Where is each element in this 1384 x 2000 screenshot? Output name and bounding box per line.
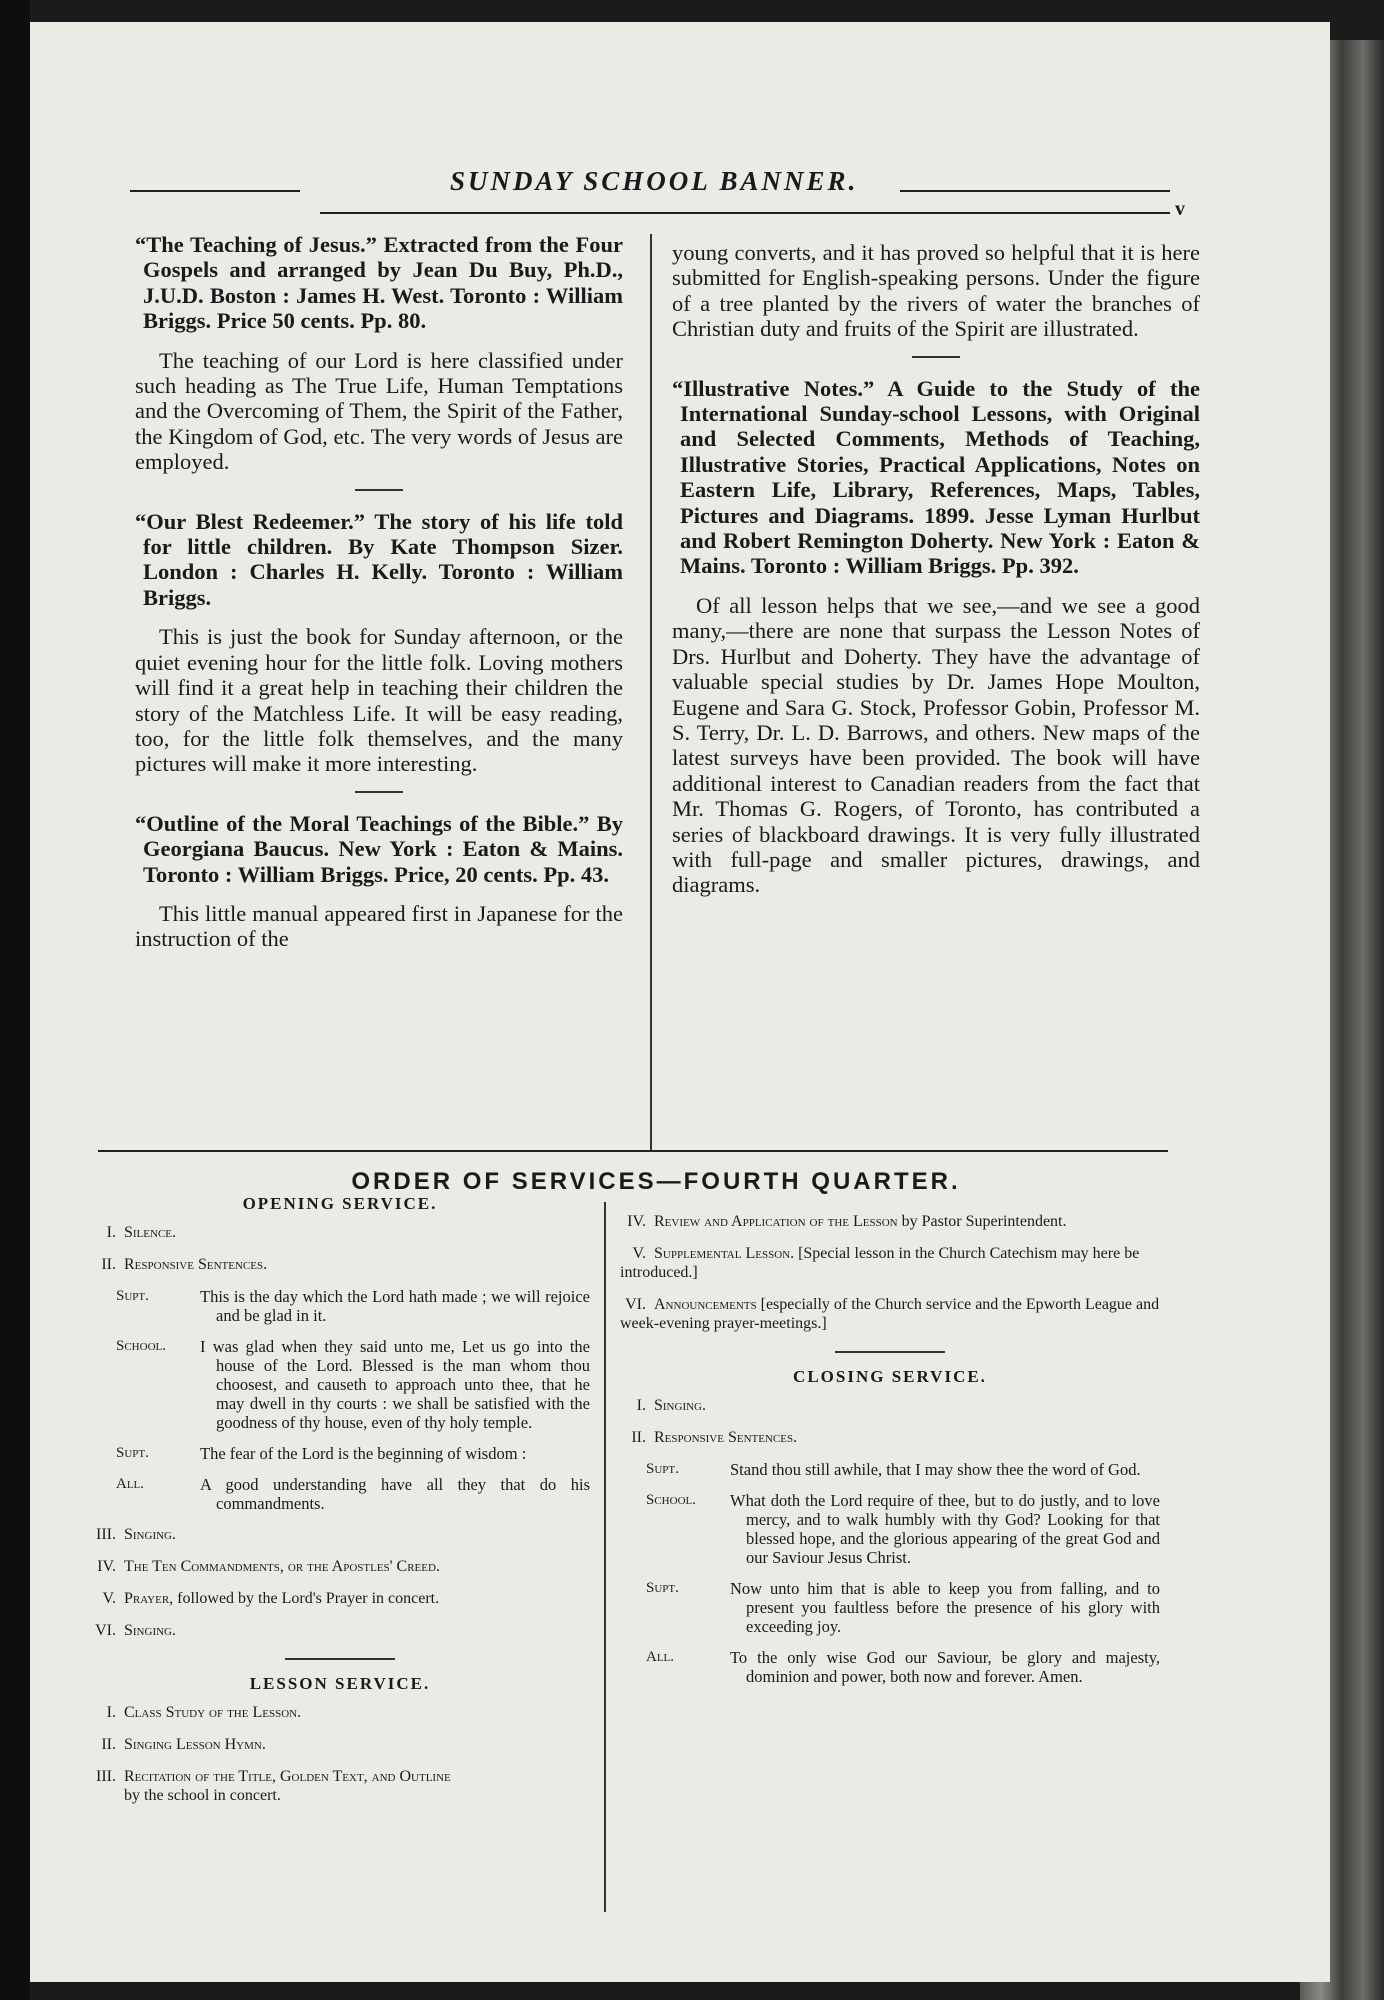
service-item: II. Singing Lesson Hymn.: [101, 1736, 266, 1753]
running-header: [410, 162, 950, 202]
order-top-rule: [98, 1150, 1168, 1152]
service-item: I. Class Study of the Lesson.: [106, 1704, 302, 1721]
review-entry-body: This little manual appeared first in Japanese for the instruction of the: [135, 900, 623, 952]
scan-left-edge: [0, 0, 30, 2000]
service-item: VI. Announcements [especially of the Church service and the Epworth League and week-evening prayer-meetings.]: [620, 1296, 1160, 1332]
services-right-column: [620, 1212, 1160, 1698]
header-rule-under: [320, 212, 1170, 214]
service-item: VI. Singing.: [95, 1622, 176, 1639]
service-item: II. Responsive Sentences.: [101, 1256, 268, 1273]
responsive-sentence: School. I was glad when they said unto me, Let us go into the house of the Lord. Blessed is the man whom thou choosest, and causeth to approach unto thee, that he may dwell in thy courts : we shall be satisfied with the goodness of thy house, even of thy holy temple.: [116, 1337, 590, 1432]
service-item: IV. The Ten Commandments, or the Apostles' Creed.: [97, 1558, 440, 1575]
header-rule-right: [900, 190, 1170, 192]
review-entry-title: “Our Blest Redeemer.” The story of his life told for little children. By Kate Thompson Sizer. London : Charles H. Kelly. Toronto : William Briggs.: [135, 508, 623, 610]
header-rule-left: [130, 190, 300, 192]
service-item: V. Supplemental Lesson. [Special lesson in the Church Catechism may here be introduced.]: [620, 1245, 1140, 1281]
service-item: III. Recitation of the Title, Golden Text, and Outline by the school in concert.: [96, 1768, 451, 1804]
responsive-sentence: School. What doth the Lord require of thee, but to do justly, and to love mercy, and to walk humbly with thy God? Looking for that blessed hope, and the glorious appearing of the great God and our Saviour Jesus Christ.: [646, 1491, 1160, 1567]
closing-service-heading: CLOSING SERVICE.: [793, 1367, 987, 1386]
services-left-column: [90, 1190, 590, 1818]
section-divider: [835, 1351, 945, 1353]
review-entry-body: This is just the book for Sunday afternoon, or the quiet evening hour for the little folk. Loving mothers will find it a great help in teaching their children the story of the Matchless Life. It will be easy reading, too, for the little folk themselves, and the many pictures will make it more interesting.: [135, 624, 623, 777]
page-number: v: [1175, 198, 1185, 220]
review-entry-title: “Outline of the Moral Teachings of the Bible.” By Georgiana Baucus. New York : Eaton & Mains. Toronto : William Briggs. Price, 20 cents. Pp. 43.: [135, 810, 623, 887]
services-column-divider: [604, 1202, 606, 1912]
section-divider: [355, 489, 403, 491]
service-item: I. Silence.: [106, 1224, 176, 1241]
service-item: IV. Review and Application of the Lesson by Pastor Superintendent.: [627, 1213, 1067, 1230]
section-divider: [912, 356, 960, 358]
review-entry-body: The teaching of our Lord is here classified under such heading as The True Life, Human Temptations and the Overcoming of Them, the Spirit of the Father, the Kingdom of God, etc. The very words of Jesus are employed.: [135, 347, 623, 475]
responsive-sentence: Supt. The fear of the Lord is the beginning of wisdom :: [116, 1444, 527, 1463]
service-item: V. Prayer, followed by the Lord's Prayer in concert.: [102, 1590, 440, 1607]
responsive-sentence: Supt. This is the day which the Lord hath made ; we will rejoice and be glad in it.: [116, 1287, 590, 1325]
service-item: III. Singing.: [96, 1526, 176, 1543]
review-entry-continuation: young converts, and it has proved so helpful that it is here submitted for English-speaking persons. Under the figure of a tree planted by the rivers of water the branches of Christian duty and fruits of the Spirit are illustrated.: [672, 240, 1200, 342]
right-review-column: [672, 240, 1200, 910]
column-divider: [650, 234, 652, 1152]
magazine-page: [30, 22, 1330, 1982]
responsive-sentence: All. To the only wise God our Saviour, be glory and majesty, dominion and power, both now and forever. Amen.: [646, 1648, 1160, 1686]
service-item: I. Singing.: [636, 1397, 706, 1414]
opening-service-heading: OPENING SERVICE.: [242, 1194, 438, 1213]
review-entry-body: Of all lesson helps that we see,—and we see a good many,—there are none that surpass the Lesson Notes of Drs. Hurlbut and Doherty. They have the advantage of valuable special studies by Dr. James Hope Moulton, Eugene and Sara G. Stock, Professor Gobin, Professor M. S. Terry, Dr. L. D. Barrows, and others. New maps of the latest surveys have been provided. The book will have additional interest to Canadian readers from the fact that Mr. Thomas G. Rogers, of Toronto, has contributed a series of blackboard drawings. It is very fully illustrated with full-page and smaller pictures, drawings, and diagrams.: [672, 592, 1200, 898]
responsive-sentence: Supt. Stand thou still awhile, that I may show thee the word of God.: [646, 1460, 1141, 1479]
responsive-sentence: Supt. Now unto him that is able to keep you from falling, and to present you faultless before the presence of his glory with exceeding joy.: [646, 1579, 1160, 1636]
review-entry-title: “Illustrative Notes.” A Guide to the Study of the International Sunday-school Lessons, with Original and Selected Comments, Methods of Teaching, Illustrative Stories, Practical Applications, Notes on Eastern Life, Library, References, Maps, Tables, Pictures and Diagrams. 1899. Jesse Lyman Hurlbut and Robert Remington Doherty. New York : Eaton & Mains. Toronto : William Briggs. Pp. 392.: [672, 375, 1200, 579]
order-of-services-title: ORDER OF SERVICES—FOURTH QUARTER.: [351, 1168, 961, 1195]
section-divider: [285, 1658, 395, 1660]
section-divider: [355, 791, 403, 793]
left-review-column: [135, 232, 623, 964]
lesson-service-heading: LESSON SERVICE.: [249, 1674, 431, 1693]
responsive-sentence: All. A good understanding have all they that do his commandments.: [116, 1475, 590, 1513]
review-entry-title: “The Teaching of Jesus.” Extracted from the Four Gospels and arranged by Jean Du Buy, Ph.D., J.U.D. Boston : James H. West. Toronto : William Briggs. Price 50 cents. Pp. 80.: [135, 232, 623, 334]
magazine-title: SUNDAY SCHOOL BANNER.: [450, 166, 859, 196]
service-item: II. Responsive Sentences.: [631, 1429, 798, 1446]
